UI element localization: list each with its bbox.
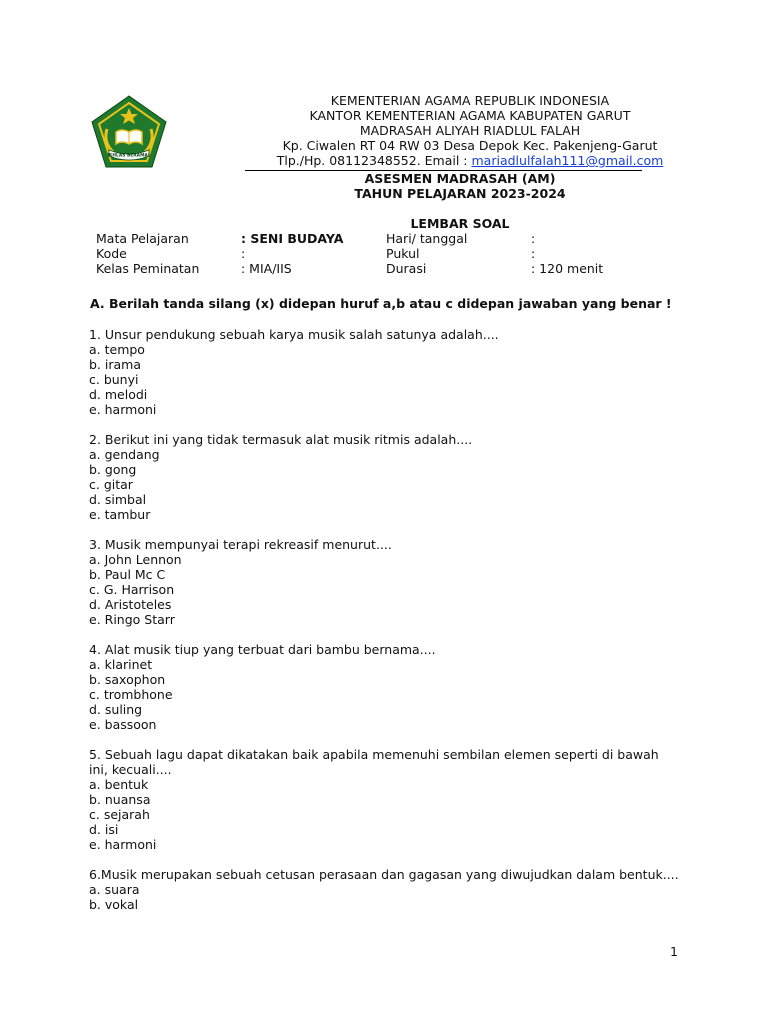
answer-option: a. suara <box>89 882 140 897</box>
exam-info <box>96 231 656 276</box>
question-text: 4. Alat musik tiup yang terbuat dari bambu bernama.... <box>89 642 436 657</box>
sheet-title: LEMBAR SOAL <box>410 216 510 231</box>
answer-option: e. harmoni <box>89 837 157 852</box>
answer-option: a. tempo <box>89 342 145 357</box>
subject-value: : SENI BUDAYA <box>241 231 344 246</box>
answer-option: d. isi <box>89 822 119 837</box>
kemenag-logo-icon <box>89 94 169 170</box>
answer-option: c. bunyi <box>89 372 139 387</box>
svg-text:IKHLAS BERAMAL: IKHLAS BERAMAL <box>107 153 151 159</box>
answer-option: c. gitar <box>89 477 133 492</box>
subject-label: Mata Pelajaran <box>96 231 189 246</box>
answer-option: b. irama <box>89 357 141 372</box>
header-contact <box>170 153 768 168</box>
question-list <box>89 327 679 927</box>
exam-year: TAHUN PELAJARAN 2023-2024 <box>354 186 566 201</box>
answer-option: d. Aristoteles <box>89 597 172 612</box>
question-item <box>89 537 679 627</box>
code-value: : <box>241 246 246 261</box>
info-row <box>96 231 656 246</box>
question-item <box>89 432 679 522</box>
answer-option: d. simbal <box>89 492 147 507</box>
answer-option: b. gong <box>89 462 137 477</box>
question-item <box>89 747 679 852</box>
time-label: Pukul <box>386 246 420 261</box>
header-school: MADRASAH ALIYAH RIADLUL FALAH <box>359 123 581 138</box>
question-text: 1. Unsur pendukung sebuah karya musik salah satunya adalah.... <box>89 327 499 342</box>
answer-option: a. John Lennon <box>89 552 182 567</box>
answer-option: d. melodi <box>89 387 148 402</box>
question-text: 3. Musik mempunyai terapi rekreasif menurut.... <box>89 537 392 552</box>
answer-option: d. suling <box>89 702 143 717</box>
question-item <box>89 327 679 417</box>
answer-option: c. sejarah <box>89 807 150 822</box>
class-label: Kelas Peminatan <box>96 261 200 276</box>
answer-option: c. G. Harrison <box>89 582 175 597</box>
answer-option: b. Paul Mc C <box>89 567 166 582</box>
day-label: Hari/ tanggal <box>386 231 468 246</box>
answer-option: e. bassoon <box>89 717 157 732</box>
answer-option: e. Ringo Starr <box>89 612 175 627</box>
code-label: Kode <box>96 246 127 261</box>
header-address: Kp. Ciwalen RT 04 RW 03 Desa Depok Kec. Pakenjeng-Garut <box>282 138 658 153</box>
answer-option: b. nuansa <box>89 792 151 807</box>
answer-option: a. bentuk <box>89 777 149 792</box>
info-row <box>96 246 656 261</box>
exam-title: ASESMEN MADRASAH (AM) <box>364 171 556 186</box>
question-item <box>89 867 679 912</box>
contact-phone: Tlp./Hp. 08112348552. Email : <box>276 153 472 168</box>
header-office: KANTOR KEMENTERIAN AGAMA KABUPATEN GARUT <box>309 108 631 123</box>
instruction: A. Berilah tanda silang (x) didepan huruf a,b atau c didepan jawaban yang benar ! <box>90 296 672 311</box>
time-value: : <box>531 246 536 261</box>
page-number: 1 <box>670 944 678 959</box>
header-ministry: KEMENTERIAN AGAMA REPUBLIK INDONESIA <box>330 93 610 108</box>
class-value: : MIA/IIS <box>241 261 292 276</box>
answer-option: a. klarinet <box>89 657 153 672</box>
answer-option: b. vokal <box>89 897 139 912</box>
answer-option: b. saxophon <box>89 672 166 687</box>
info-row <box>96 261 656 276</box>
answer-option: c. trombhone <box>89 687 173 702</box>
question-text: 2. Berikut ini yang tidak termasuk alat musik ritmis adalah.... <box>89 432 473 447</box>
question-text: 5. Sebuah lagu dapat dikatakan baik apabila memenuhi sembilan elemen seperti di bawah ini, kecuali.... <box>89 747 659 777</box>
answer-option: a. gendang <box>89 447 160 462</box>
answer-option: e. harmoni <box>89 402 157 417</box>
question-item <box>89 642 679 732</box>
duration-value: : 120 menit <box>531 261 604 276</box>
question-text: 6.Musik merupakan sebuah cetusan perasaan dan gagasan yang diwujudkan dalam bentuk.... <box>89 867 679 882</box>
email-link[interactable]: mariadlulfalah111@gmail.com <box>471 153 664 168</box>
day-value: : <box>531 231 536 246</box>
duration-label: Durasi <box>386 261 427 276</box>
answer-option: e. tambur <box>89 507 151 522</box>
